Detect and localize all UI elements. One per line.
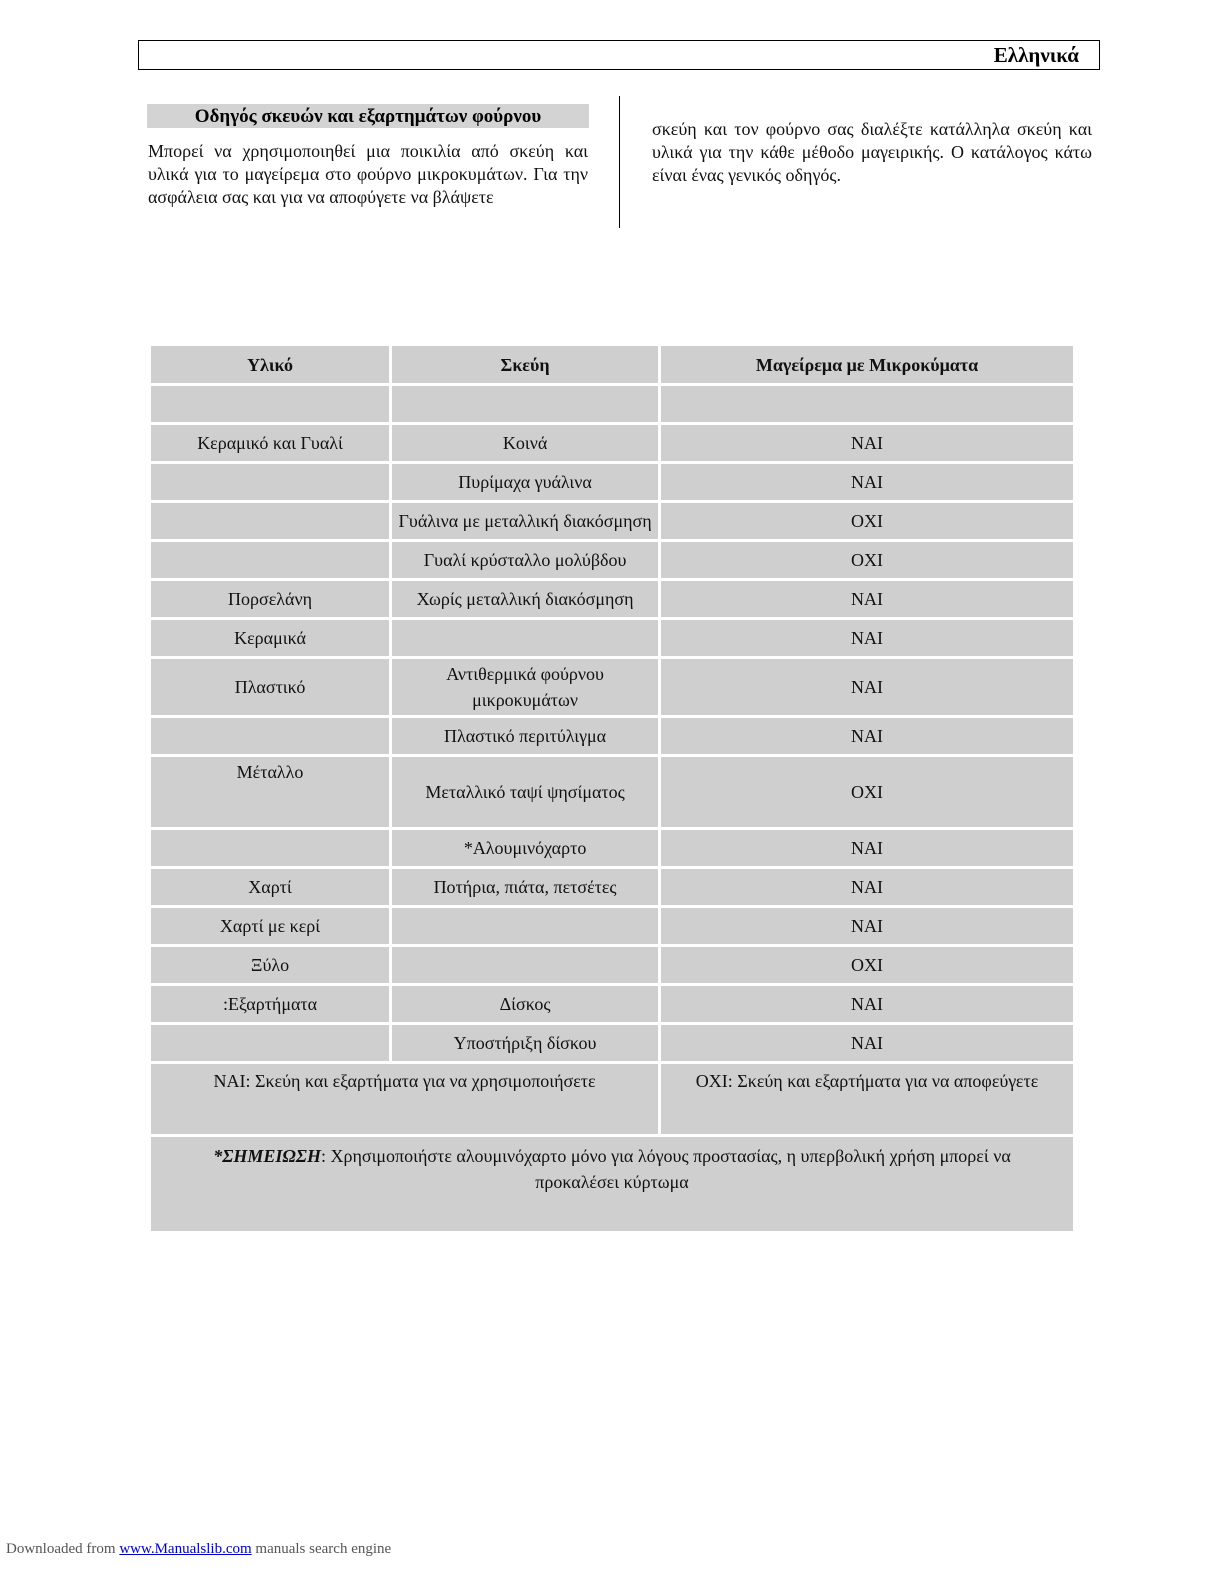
table-row (151, 986, 1073, 1022)
table-row (151, 503, 1073, 539)
material-cell: Πορσελάνη (151, 581, 389, 617)
table-row (151, 464, 1073, 500)
material-cell: Κεραμικά (151, 620, 389, 656)
download-footer (6, 1541, 391, 1558)
microwave-cell: ΟΧΙ (661, 542, 1073, 578)
utensil-cell: Αντιθερμικά φούρνου μικροκυμάτων (392, 659, 658, 715)
utensil-cell: Υποστήριξη δίσκου (392, 1025, 658, 1061)
utensil-cell (392, 908, 658, 944)
microwave-cell: ΝΑΙ (661, 659, 1073, 715)
material-cell: Πλαστικό (151, 659, 389, 715)
microwave-cell: ΝΑΙ (661, 869, 1073, 905)
utensil-cell (392, 620, 658, 656)
material-cell (151, 542, 389, 578)
microwave-cell: ΝΑΙ (661, 1025, 1073, 1061)
material-cell: :Εξαρτήματα (151, 986, 389, 1022)
material-cell (151, 464, 389, 500)
legend-yes: ΝΑΙ: Σκεύη και εξαρτήματα για να χρησιμοποιήσετε (151, 1064, 658, 1134)
table-row (151, 581, 1073, 617)
note-cell (151, 1137, 1073, 1231)
note-text: : Χρησιμοποιήστε αλουμινόχαρτο μόνο για λόγους προστασίας, η υπερβολική χρήση μπορεί να προκαλέσει κύρτωμα (320, 1146, 1011, 1192)
microwave-cell: ΟΧΙ (661, 757, 1073, 827)
utensil-cell (392, 386, 658, 422)
table-row (151, 908, 1073, 944)
table-row (151, 947, 1073, 983)
microwave-cell: ΝΑΙ (661, 908, 1073, 944)
table-row (151, 757, 1073, 827)
legend-no: ΟΧΙ: Σκεύη και εξαρτήματα για να αποφεύγετε (661, 1064, 1073, 1134)
material-cell: Μέταλλο (151, 757, 389, 827)
table-row (151, 659, 1073, 715)
material-cell (151, 386, 389, 422)
material-cell: Κεραμικό και Γυαλί (151, 425, 389, 461)
material-cell (151, 1025, 389, 1061)
table-row (151, 718, 1073, 754)
utensil-cell: Γυαλί κρύσταλλο μολύβδου (392, 542, 658, 578)
language-label: Ελληνικά (993, 43, 1079, 67)
microwave-cell (661, 386, 1073, 422)
material-cell: Χαρτί με κερί (151, 908, 389, 944)
microwave-cell: ΝΑΙ (661, 620, 1073, 656)
section-title: Οδηγός σκευών και εξαρτημάτων φούρνου (147, 104, 589, 128)
utensil-cell: Γυάλινα με μεταλλική διακόσμηση (392, 503, 658, 539)
utensil-cell: Μεταλλικό ταψί ψησίματος (392, 757, 658, 827)
utensil-cell: Κοινά (392, 425, 658, 461)
utensil-cell: Πυρίμαχα γυάλινα (392, 464, 658, 500)
microwave-cell: ΝΑΙ (661, 830, 1073, 866)
footer-prefix: Downloaded from (6, 1541, 120, 1557)
table-row (151, 425, 1073, 461)
table-row (151, 1025, 1073, 1061)
language-header (138, 40, 1100, 70)
utensil-cell: Χωρίς μεταλλική διακόσμηση (392, 581, 658, 617)
utensil-cell (392, 947, 658, 983)
manualslib-link[interactable]: www.Manualslib.com (119, 1541, 252, 1557)
table-row (151, 620, 1073, 656)
header-utensil: Σκεύη (392, 346, 658, 383)
microwave-cell: ΝΑΙ (661, 464, 1073, 500)
microwave-cell: ΟΧΙ (661, 503, 1073, 539)
material-cell: Χαρτί (151, 869, 389, 905)
intro-paragraph-right: σκεύη και τον φούρνο σας διαλέξτε κατάλληλα σκεύη και υλικά για την κάθε μέθοδο μαγειρικής. Ο κατάλογος κάτω είναι ένας γενικός οδηγός. (652, 119, 1092, 185)
material-cell (151, 830, 389, 866)
column-divider (619, 96, 620, 228)
table-row (151, 386, 1073, 422)
table-row (151, 869, 1073, 905)
material-cell (151, 718, 389, 754)
intro-paragraph-left: Μπορεί να χρησιμοποιηθεί μια ποικιλία από σκεύη και υλικά για το μαγείρεμα στο φούρνο μικροκυμάτων. Για την ασφάλεια σας και για να αποφύγετε να βλάψετε (148, 141, 588, 207)
legend-row (151, 1064, 1073, 1134)
utensil-cell: Πλαστικό περιτύλιγμα (392, 718, 658, 754)
header-material: Υλικό (151, 346, 389, 383)
microwave-cell: ΝΑΙ (661, 425, 1073, 461)
table-header-row (151, 346, 1073, 383)
utensil-cell: Δίσκος (392, 986, 658, 1022)
microwave-cell: ΟΧΙ (661, 947, 1073, 983)
material-cell: Ξύλο (151, 947, 389, 983)
header-microwave: Μαγείρεμα με Μικροκύματα (661, 346, 1073, 383)
table-row (151, 830, 1073, 866)
microwave-cell: ΝΑΙ (661, 581, 1073, 617)
note-row (151, 1137, 1073, 1231)
footer-suffix: manuals search engine (251, 1541, 392, 1557)
microwave-cell: ΝΑΙ (661, 718, 1073, 754)
utensil-cell: *Αλουμινόχαρτο (392, 830, 658, 866)
microwave-cell: ΝΑΙ (661, 986, 1073, 1022)
utensil-cell: Ποτήρια, πιάτα, πετσέτες (392, 869, 658, 905)
table-row (151, 542, 1073, 578)
utensil-guide-table (148, 343, 1076, 1234)
material-cell (151, 503, 389, 539)
note-label: *ΣΗΜΕΙΩΣΗ (213, 1146, 321, 1166)
